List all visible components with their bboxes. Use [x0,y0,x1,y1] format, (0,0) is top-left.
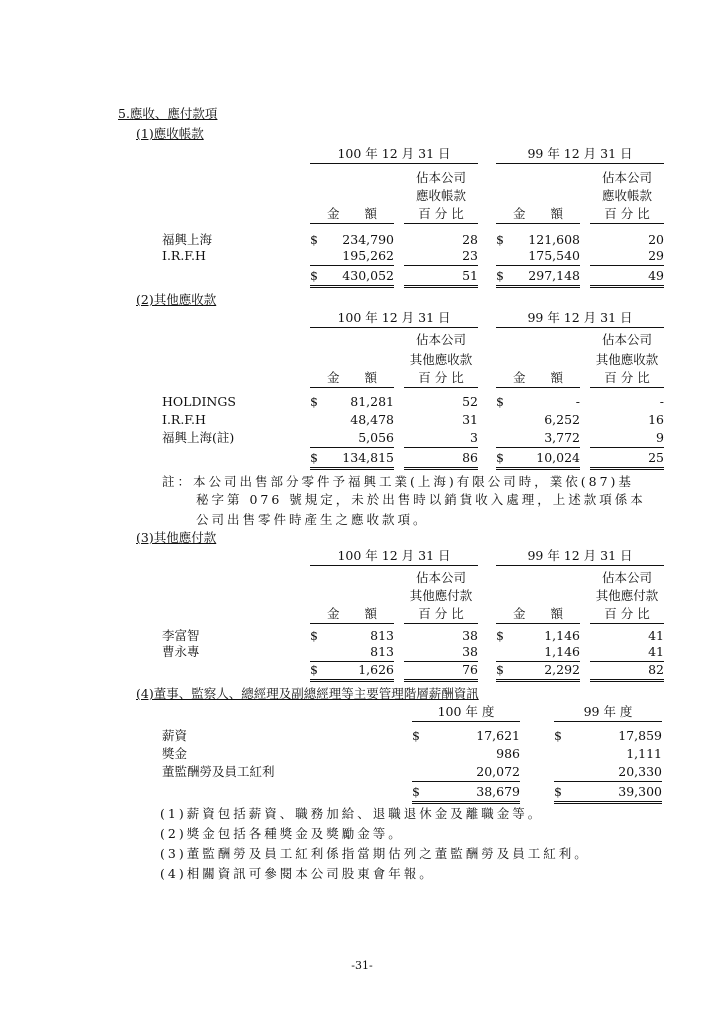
comp-year-rule [412,721,520,722]
ar-total-amt: 297,148 [528,268,580,283]
comp-note-4: (4)相關資訊可參閱本公司股東會年報。 [160,866,435,881]
comp-row-name: 薪資 [162,728,188,743]
ar-period-rule-1 [310,163,478,164]
oap-total-rule [590,679,664,682]
comp-row-amt: 20,072 [476,764,520,779]
oap-row-amt: 1,146 [544,628,580,643]
comp-row-name: 獎金 [162,746,188,761]
oar-pct-head: 佔本公司 [415,332,466,347]
oap-total-cur: $ [310,662,318,677]
oar-title: (2)其他應收款 [136,292,217,307]
comp-note-2: (2)獎金包括各種獎金及獎勵金等。 [160,826,404,841]
oar-total-rule [590,467,664,470]
oap-total-amt: 1,626 [358,662,394,677]
oar-head-rule [496,387,580,388]
oar-pct-head: 其他應收款 [409,352,473,367]
oap-total-cur: $ [496,662,504,677]
ar-period-2: 99 年 12 月 31 日 [527,146,633,161]
ar-total-pct: 51 [462,268,478,283]
oar-total-amt: 10,024 [536,450,580,465]
ar-period-1: 100 年 12 月 31 日 [337,146,451,161]
ar-sum-rule [590,265,664,266]
oap-row-name: 曹永專 [162,644,200,659]
oar-head-rule [590,387,664,388]
oar-row-amt: 3,772 [544,430,580,445]
comp-row-amt: 17,859 [618,728,662,743]
oar-row-cur: $ [496,394,504,409]
oar-row-name: I.R.F.H [162,412,206,427]
oar-total-pct: 25 [648,450,664,465]
comp-total-cur: $ [554,784,562,799]
oar-row-amt: - [575,394,580,409]
ar-sum-rule [310,265,394,266]
ar-amount-head-1: 金 額 [326,206,377,221]
ar-row-pct: 20 [648,232,664,247]
ar-head-rule [310,223,394,224]
oar-pct-head: 佔本公司 [601,332,652,347]
oar-total-cur: $ [310,450,318,465]
oar-row-pct: 52 [462,394,478,409]
oar-row-amt: 5,056 [358,430,394,445]
oar-pct-head: 百 分 比 [604,370,650,385]
oap-row-pct: 38 [462,644,478,659]
comp-row-cur: $ [554,728,562,743]
oap-period-1: 100 年 12 月 31 日 [337,548,451,563]
ar-row-amt: 234,790 [342,232,394,247]
oap-period-rule [496,565,664,566]
ar-head-rule [496,223,580,224]
oap-row-name: 李富智 [162,628,200,643]
ar-head-rule [404,223,478,224]
comp-year-rule [554,721,662,722]
section-heading: 5.應收、應付款項 [118,106,218,121]
oap-head-rule [496,623,580,624]
ar-row-pct: 28 [462,232,478,247]
oap-pct-head: 其他應付款 [409,588,473,603]
comp-row-amt: 17,621 [476,728,520,743]
comp-row-amt: 1,111 [626,746,662,761]
oar-head-rule [310,387,394,388]
comp-total-cur: $ [412,784,420,799]
ar-row-name: I.R.F.H [162,248,206,263]
ar-row-cur: $ [496,232,504,247]
ar-total-pct: 49 [648,268,664,283]
comp-total-amt: 38,679 [476,784,520,799]
oar-row-amt: 6,252 [544,412,580,427]
comp-sum-rule [554,781,662,782]
ar-pct-head-2b: 應收帳款 [601,188,652,203]
ar-total-rule [404,285,478,288]
oap-amount-head: 金 額 [512,606,563,621]
ar-row-cur: $ [310,232,318,247]
oap-pct-head: 佔本公司 [601,570,652,585]
oar-row-pct: - [659,394,664,409]
oar-amount-head: 金 額 [326,370,377,385]
comp-row-cur: $ [412,728,420,743]
ar-pct-head-1c: 百 分 比 [418,206,464,221]
oap-row-cur: $ [496,628,504,643]
oar-head-rule [404,387,478,388]
oap-total-rule [310,679,394,682]
oap-total-amt: 2,292 [544,662,580,677]
oar-row-cur: $ [310,394,318,409]
comp-note-1: (1)薪資包括薪資、職務加給、退職退休金及離職金等。 [160,806,544,821]
oar-total-cur: $ [496,450,504,465]
ar-title: (1)應收帳款 [136,126,204,141]
ar-total-cur: $ [310,268,318,283]
oap-period-2: 99 年 12 月 31 日 [527,548,633,563]
oap-amount-head: 金 額 [326,606,377,621]
oar-total-amt: 134,815 [342,450,394,465]
oap-pct-head: 其他應付款 [595,588,659,603]
comp-note-3: (3)董監酬勞及員工紅利係指當期估列之董監酬勞及員工紅利。 [160,846,590,861]
oap-total-pct: 82 [648,662,664,677]
oap-head-rule [590,623,664,624]
oap-title: (3)其他應付款 [136,530,217,545]
oar-pct-head: 其他應收款 [595,352,659,367]
oar-row-name: 福興上海(註) [162,430,235,445]
oar-total-rule [310,467,394,470]
oap-row-amt: 1,146 [544,644,580,659]
ar-total-amt: 430,052 [342,268,394,283]
ar-amount-head-2: 金 額 [512,206,563,221]
ar-pct-head-1a: 佔本公司 [415,170,466,185]
comp-year-1: 100 年 度 [437,704,495,719]
ar-row-name: 福興上海 [162,232,213,247]
ar-period-rule-2 [496,163,664,164]
oar-row-amt: 81,281 [350,394,394,409]
oar-period-2: 99 年 12 月 31 日 [527,310,633,325]
ar-head-rule [590,223,664,224]
oar-row-pct: 31 [462,412,478,427]
oap-head-rule [404,623,478,624]
oar-row-pct: 3 [470,430,478,445]
ar-pct-head-2a: 佔本公司 [601,170,652,185]
oap-total-rule [496,679,580,682]
oap-total-rule [404,679,478,682]
oar-total-rule [496,467,580,470]
comp-total-rule [554,801,662,804]
ar-pct-head-2c: 百 分 比 [604,206,650,221]
oar-sum-rule [404,447,478,448]
ar-total-cur: $ [496,268,504,283]
oar-sum-rule [310,447,394,448]
oar-pct-head: 百 分 比 [418,370,464,385]
ar-pct-head-1b: 應收帳款 [415,188,466,203]
oap-row-cur: $ [310,628,318,643]
oar-row-pct: 16 [648,412,664,427]
oar-note-line-3: 公司出售零件時產生之應收款項。 [196,512,429,527]
oap-pct-head: 百 分 比 [604,606,650,621]
oar-row-name: HOLDINGS [162,394,236,409]
oar-note-line-1: 註：本公司出售部分零件予福興工業(上海)有限公司時，業依(87)基 [162,474,634,489]
page-number: -31- [351,959,373,972]
ar-row-pct: 23 [462,248,478,263]
oar-sum-rule [496,447,580,448]
ar-sum-rule [404,265,478,266]
oap-row-pct: 38 [462,628,478,643]
comp-total-rule [412,801,520,804]
comp-row-amt: 20,330 [618,764,662,779]
oar-period-1: 100 年 12 月 31 日 [337,310,451,325]
ar-total-rule [496,285,580,288]
oar-sum-rule [590,447,664,448]
oar-note-line-2: 秘字第 076 號規定，未於出售時以銷貨收入處理，上述款項係本 [196,492,646,507]
oar-row-amt: 48,478 [350,412,394,427]
oap-pct-head: 百 分 比 [418,606,464,621]
oar-total-rule [404,467,478,470]
ar-row-amt: 175,540 [528,248,580,263]
oap-row-pct: 41 [648,644,664,659]
ar-total-rule [590,285,664,288]
oap-row-amt: 813 [370,628,394,643]
comp-year-2: 99 年 度 [583,704,633,719]
oar-period-rule [310,327,478,328]
oap-period-rule [310,565,478,566]
comp-row-amt: 986 [496,746,520,761]
comp-total-amt: 39,300 [618,784,662,799]
ar-row-amt: 195,262 [342,248,394,263]
oar-period-rule [496,327,664,328]
ar-row-pct: 29 [648,248,664,263]
ar-total-rule [310,285,394,288]
comp-sum-rule [412,781,520,782]
ar-row-amt: 121,608 [528,232,580,247]
oar-total-pct: 86 [462,450,478,465]
oap-pct-head: 佔本公司 [415,570,466,585]
oap-row-pct: 41 [648,628,664,643]
oap-row-amt: 813 [370,644,394,659]
comp-row-name: 董監酬勞及員工紅利 [162,764,275,779]
oar-amount-head: 金 額 [512,370,563,385]
comp-title: (4)董事、監察人、總經理及副總經理等主要管理階層薪酬資訊 [136,686,479,701]
oap-total-pct: 76 [462,662,478,677]
ar-sum-rule [496,265,580,266]
oap-head-rule [310,623,394,624]
oar-row-pct: 9 [656,430,664,445]
